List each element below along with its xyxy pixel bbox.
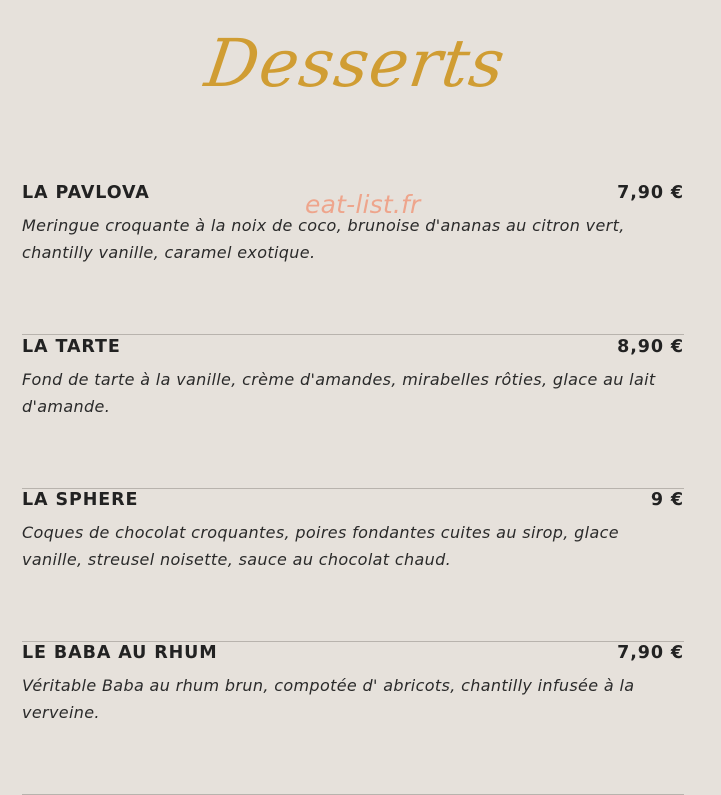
page-title — [0, 14, 721, 114]
menu-item-price: 8,90 € — [617, 337, 684, 357]
menu-item-price: 7,90 € — [617, 643, 684, 663]
menu-item-description: Coques de chocolat croquantes, poires fondantes cuites au sirop, glace vanille, streusel noisette, sauce au chocolat chaud. — [22, 523, 619, 569]
menu-item-description: Meringue croquante à la noix de coco, brunoise d'ananas au citron vert, chantilly vanille, caramel exotique. — [22, 216, 625, 262]
menu-item-price: 7,90 € — [617, 183, 684, 203]
menu-item-name: LE BABA AU RHUM — [22, 643, 218, 663]
menu-item-baba-au-rhum — [22, 643, 684, 795]
menu-item-price: 9 € — [650, 490, 684, 510]
watermark: eat-list.fr — [305, 190, 421, 219]
menu-item-description: Véritable Baba au rhum brun, compotée d' abricots, chantilly infusée à la verveine. — [22, 676, 635, 722]
menu-item-sphere — [22, 490, 684, 642]
menu-item-name: LA TARTE — [22, 337, 121, 357]
menu-item-name: LA PAVLOVA — [22, 183, 150, 203]
menu-item-tarte — [22, 337, 684, 489]
page-title-text: Desserts — [200, 25, 511, 102]
menu-item-description: Fond de tarte à la vanille, crème d'amandes, mirabelles rôties, glace au lait d'amande. — [22, 370, 656, 416]
menu-item-name: LA SPHERE — [22, 490, 139, 510]
